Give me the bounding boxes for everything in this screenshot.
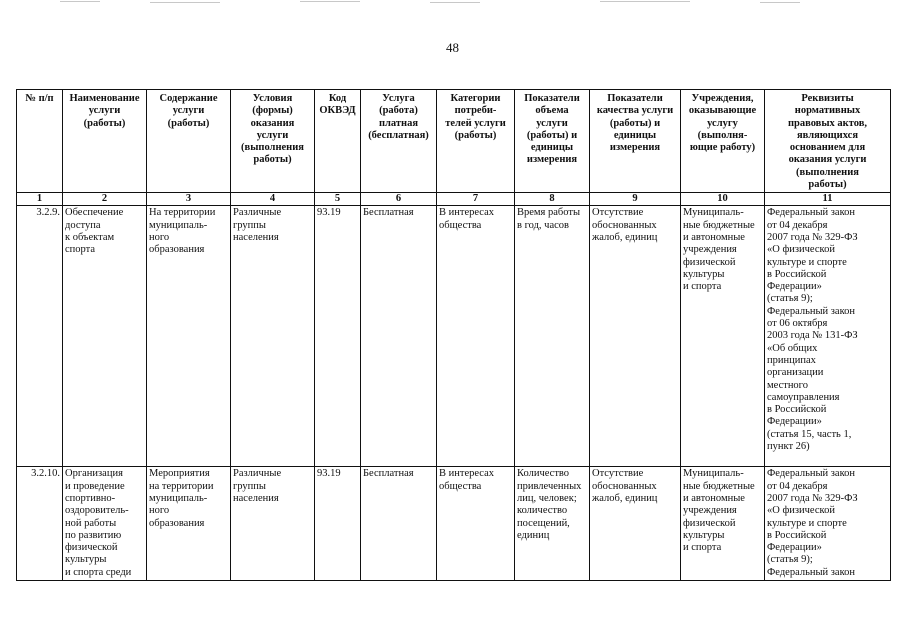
cell-line: оказания (250, 117, 295, 129)
cell-line: (выполнения (241, 142, 304, 154)
column-number: 10 (681, 193, 765, 206)
cell-line: основанием для (789, 142, 866, 154)
cell-line: Бесплатная (363, 468, 414, 480)
services-table (16, 89, 891, 581)
cell-line: и спорта (683, 281, 722, 293)
cell-line: Услуга (382, 93, 415, 104)
cell-line: Реквизиты (801, 93, 854, 104)
cell-line: 2007 года № 329-ФЗ (767, 492, 858, 504)
cell-line: услуги (256, 129, 289, 141)
cell-line: Муниципаль- (683, 468, 744, 480)
cell-line: и автономные (683, 492, 745, 504)
cell-line: платная (378, 117, 419, 129)
cell-line: 2007 года № 329-ФЗ (767, 231, 858, 243)
column-header (231, 90, 315, 193)
cell-line: оказания услуги (788, 154, 867, 166)
table-cell (315, 206, 361, 467)
cell-line: от 04 декабря (767, 480, 828, 492)
column-header (437, 90, 515, 193)
cell-line: жалоб, единиц (592, 231, 658, 243)
cell-line: от 06 октября (767, 318, 828, 330)
cell-line: в Российской (767, 404, 827, 416)
cell-line: потреби- (454, 105, 497, 117)
cell-line: Федеральный закон (767, 468, 856, 480)
cell-line: работы) (253, 154, 292, 166)
cell-line: ного (149, 231, 170, 243)
cell-line: «Об общих (767, 342, 818, 354)
scan-specks (0, 0, 905, 6)
cell-line: Категории (450, 93, 501, 104)
cell-line: На территории (149, 207, 216, 219)
cell-line: Мероприятия (149, 468, 210, 480)
table-cell (515, 206, 590, 467)
cell-line: культуре и спорте (767, 517, 847, 529)
cell-line: пункт 26) (767, 441, 810, 453)
table-cell (765, 206, 891, 467)
column-number: 6 (361, 193, 437, 206)
cell-line: (формы) (252, 105, 293, 117)
cell-line: В интересах (439, 207, 494, 219)
cell-line: Содержание (159, 93, 218, 104)
cell-line: услуги (88, 105, 121, 117)
cell-line: ные бюджетные (683, 219, 755, 231)
cell-line: принципах (767, 354, 816, 366)
cell-line: и проведение (65, 480, 125, 492)
cell-line: муниципаль- (149, 219, 208, 231)
cell-line: (выполнения (796, 166, 859, 178)
cell-line: 3.2.10. (31, 468, 60, 480)
cell-line: Учреждения, (691, 93, 754, 104)
cell-line: Федерации» (767, 416, 822, 428)
cell-line: измерения (609, 142, 661, 154)
cell-line: (бесплатная) (368, 129, 429, 141)
cell-line: образования (149, 517, 205, 529)
cell-line: Федерации» (767, 281, 822, 293)
cell-line: в год, часов (517, 219, 569, 231)
table-cell (231, 467, 315, 581)
cell-line: физической (683, 517, 736, 529)
cell-line: Отсутствие (592, 207, 644, 219)
table-cell (590, 206, 681, 467)
cell-line: Наименование (69, 93, 140, 104)
cell-line: обоснованных (592, 219, 657, 231)
cell-line: культуры (683, 268, 725, 280)
row-number-cell (17, 206, 63, 467)
cell-line: лиц, человек; (517, 492, 577, 504)
table-cell (63, 467, 147, 581)
cell-line: Время работы (517, 207, 581, 219)
table-cell (147, 206, 231, 467)
table-cell (681, 467, 765, 581)
cell-line: на территории (149, 480, 214, 492)
cell-line: Количество (517, 468, 570, 480)
cell-line: нормативных (794, 105, 861, 117)
cell-line: оказывающие (688, 105, 757, 117)
cell-line: Отсутствие (592, 468, 644, 480)
cell-line: Бесплатная (363, 207, 414, 219)
cell-line: «О физической (767, 505, 835, 517)
cell-line: Различные (233, 207, 282, 219)
cell-line: 2003 года № 131-ФЗ (767, 330, 858, 342)
cell-line: единиц (517, 529, 550, 541)
header-row (17, 90, 891, 193)
cell-line: муниципаль- (149, 492, 208, 504)
cell-line: Федерации» (767, 542, 822, 554)
table-cell (681, 206, 765, 467)
column-number: 2 (63, 193, 147, 206)
cell-line: общества (439, 219, 482, 231)
cell-line: правовых актов, (787, 117, 868, 129)
column-header (765, 90, 891, 193)
column-number: 9 (590, 193, 681, 206)
cell-line: спорта (65, 244, 96, 256)
cell-line: (статья 9); (767, 554, 813, 566)
cell-line: (статья 15, часть 1, (767, 428, 852, 440)
cell-line: объема (535, 105, 569, 117)
column-number: 7 (437, 193, 515, 206)
cell-line: Различные (233, 468, 282, 480)
cell-line: и автономные (683, 231, 745, 243)
cell-line: от 04 декабря (767, 219, 828, 231)
cell-line: № п/п (25, 93, 54, 104)
cell-line: (работы) (454, 129, 497, 141)
table-cell (437, 206, 515, 467)
cell-line: (работы) и (609, 117, 661, 129)
cell-line: группы (233, 480, 266, 492)
table-cell (515, 467, 590, 581)
cell-line: группы (233, 219, 266, 231)
cell-line: населения (233, 492, 279, 504)
cell-line: доступа (65, 219, 101, 231)
column-header (681, 90, 765, 193)
cell-line: Код (328, 93, 347, 104)
cell-line: Федеральный закон (767, 305, 856, 317)
table-cell (63, 206, 147, 467)
cell-line: услуги (172, 105, 205, 117)
cell-line: общества (439, 480, 482, 492)
cell-line: единицы (530, 142, 574, 154)
cell-line: Показатели (524, 93, 580, 104)
table-cell (361, 467, 437, 581)
column-header (515, 90, 590, 193)
column-number: 8 (515, 193, 590, 206)
cell-line: в Российской (767, 268, 827, 280)
cell-line: Показатели (607, 93, 663, 104)
cell-line: Условия (252, 93, 293, 104)
cell-line: работы) (808, 179, 847, 191)
table-cell (361, 206, 437, 467)
cell-line: образования (149, 244, 205, 256)
cell-line: местного (767, 379, 808, 391)
cell-line: ные бюджетные (683, 480, 755, 492)
cell-line: услуги (536, 117, 568, 129)
cell-line: (работы) (83, 117, 126, 129)
cell-line: в Российской (767, 529, 827, 541)
column-header (63, 90, 147, 193)
cell-line: (статья 9); (767, 293, 813, 305)
cell-line: учреждения (683, 244, 737, 256)
cell-line: организации (767, 367, 824, 379)
cell-line: и спорта (683, 542, 722, 554)
table-row (17, 467, 891, 581)
cell-line: 93.19 (317, 207, 341, 219)
cell-line: ющие работу) (689, 142, 756, 154)
cell-line: культуры (683, 529, 725, 541)
cell-line: В интересах (439, 468, 494, 480)
column-number: 11 (765, 193, 891, 206)
cell-line: к объектам (65, 231, 115, 243)
column-header (147, 90, 231, 193)
cell-line: оздоровитель- (65, 505, 129, 517)
table-cell (231, 206, 315, 467)
table-cell (590, 467, 681, 581)
cell-line: Обеспечение (65, 207, 124, 219)
column-header (361, 90, 437, 193)
cell-line: населения (233, 231, 279, 243)
table-row (17, 206, 891, 467)
cell-line: учреждения (683, 505, 737, 517)
table-cell (315, 467, 361, 581)
column-number: 4 (231, 193, 315, 206)
cell-line: 93.19 (317, 468, 341, 480)
table-cell (147, 467, 231, 581)
cell-line: услугу (707, 117, 738, 129)
cell-line: телей услуги (445, 117, 506, 129)
column-number-row (17, 193, 891, 206)
column-header (315, 90, 361, 193)
cell-line: (работа) (379, 105, 418, 117)
cell-line: (выполня- (697, 129, 748, 141)
cell-line: привлеченных (517, 480, 582, 492)
column-number: 3 (147, 193, 231, 206)
cell-line: (работы) и (526, 129, 578, 141)
cell-line: Федеральный закон (767, 566, 856, 578)
cell-line: Федеральный закон (767, 207, 856, 219)
cell-line: физической (65, 542, 118, 554)
column-header (17, 90, 63, 193)
cell-line: культуре и спорте (767, 256, 847, 268)
table-cell (437, 467, 515, 581)
table-cell (765, 467, 891, 581)
cell-line: единицы (613, 129, 657, 141)
cell-line: жалоб, единиц (592, 492, 658, 504)
cell-line: культуры (65, 554, 107, 566)
cell-line: и спорта среди (65, 566, 132, 578)
cell-line: (работы) (167, 117, 210, 129)
cell-line: 3.2.9. (36, 207, 60, 219)
cell-line: качества услуги (596, 105, 674, 117)
cell-line: спортивно- (65, 492, 116, 504)
cell-line: количество (517, 505, 568, 517)
column-number: 1 (17, 193, 63, 206)
cell-line: посещений, (517, 517, 570, 529)
cell-line: обоснованных (592, 480, 657, 492)
page-number: 48 (446, 40, 459, 55)
cell-line: физической (683, 256, 736, 268)
row-number-cell (17, 467, 63, 581)
cell-line: ного (149, 505, 170, 517)
column-number: 5 (315, 193, 361, 206)
column-header (590, 90, 681, 193)
cell-line: Муниципаль- (683, 207, 744, 219)
cell-line: ОКВЭД (319, 105, 356, 117)
cell-line: ной работы (65, 517, 117, 529)
cell-line: Организация (65, 468, 123, 480)
cell-line: «О физической (767, 244, 835, 256)
cell-line: по развитию (65, 529, 122, 541)
cell-line: самоуправления (767, 391, 840, 403)
cell-line: измерения (526, 154, 578, 166)
cell-line: являющихся (796, 129, 858, 141)
